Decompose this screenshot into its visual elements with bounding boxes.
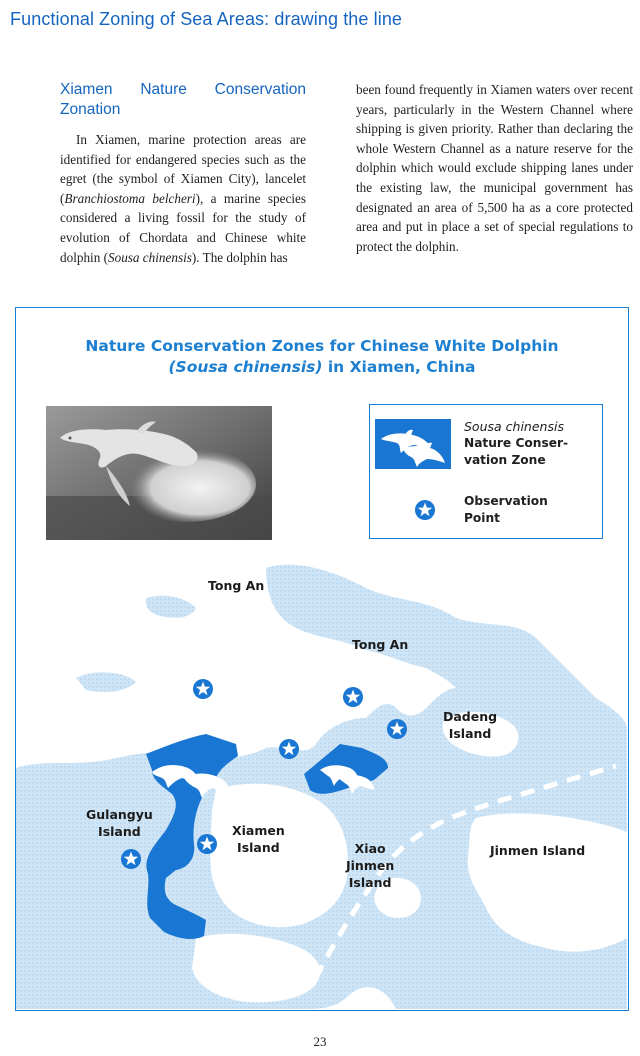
figure-title-line — [16, 357, 628, 378]
map-label-gulangyu — [86, 806, 153, 840]
legend-zone-label — [464, 418, 568, 469]
article-right-column — [356, 80, 633, 256]
map-label-dadeng — [443, 708, 497, 742]
map-label-line: Gulangyu — [86, 807, 153, 822]
map-label-line: Island — [98, 824, 141, 839]
map-label-line: Xiao — [354, 841, 386, 856]
legend-obs-line: Observation — [464, 494, 548, 508]
map-label-jinmen: Jinmen Island — [490, 843, 586, 858]
map-label-line: Jinmen — [346, 858, 395, 873]
legend-zone-line: vation Zone — [464, 453, 546, 467]
map-label-line: Xiamen — [232, 823, 285, 838]
map-label-tong-an: Tong An — [352, 637, 409, 652]
text-run: ), a marine species considered a living fossil for the study of evolution of Chordata and Chinese white dolphin ( — [60, 190, 306, 265]
star-circle-icon — [279, 739, 299, 759]
star-circle-icon — [387, 719, 407, 739]
species-name: Sousa chinensis — [108, 249, 192, 265]
map-label-xiao-jinmen — [346, 840, 394, 891]
figure-title — [16, 336, 628, 378]
article-heading: Xiamen Nature Conservation Zonation — [60, 81, 306, 118]
dolphin-icon — [375, 419, 451, 469]
legend-zone-species: Sousa chinensis — [464, 419, 564, 434]
map-label-line: Dadeng — [443, 709, 498, 724]
star-circle-icon — [121, 849, 141, 869]
map-legend — [369, 404, 603, 539]
legend-zone-line: Nature Conser- — [464, 436, 569, 450]
figure-title-species: (Sousa chinensis) — [168, 358, 323, 376]
conservation-map — [16, 558, 627, 1009]
star-circle-icon — [193, 679, 213, 699]
dolphin-photo — [46, 406, 272, 540]
article-paragraph — [60, 130, 306, 267]
text-run: In Xiamen, marine protection areas are identified for endangered species such as the egret (the symbol of Xiamen City), lancelet ( — [60, 132, 306, 206]
article-left-column — [60, 80, 306, 267]
star-circle-icon — [197, 834, 217, 854]
map-label-line: Island — [348, 875, 392, 890]
star-circle-icon — [343, 687, 363, 707]
figure-title-rest: in Xiamen, China — [322, 358, 476, 376]
map-label-line: Island — [448, 726, 492, 741]
map-label-xiamen — [232, 822, 285, 856]
figure-title-line: Nature Conservation Zones for Chinese White Dolphin — [85, 337, 559, 355]
species-name: Branchiostoma belcheri — [64, 190, 196, 206]
map-label-tong-an: Tong An — [208, 578, 265, 593]
figure-box — [15, 307, 629, 1011]
star-circle-icon — [414, 499, 436, 521]
article-paragraph: been found frequently in Xiamen waters over recent years, particularly in the Western Channel where shipping is given priority. Rather than declaring the whole Western Channel as a nature reserve for the dolphin which would exclude shipping lanes under the existing law, the municipal government has designated an area of 5,500 ha as a core protected area and put in place a set of special regulations to protect the dolphin. — [356, 82, 633, 254]
text-run: ). The dolphin has — [191, 249, 288, 265]
map-label-line: Island — [237, 840, 280, 855]
page-number: 23 — [313, 1034, 327, 1049]
legend-obs-line: Point — [464, 511, 500, 525]
running-header: Functional Zoning of Sea Areas: drawing the line — [10, 9, 403, 29]
legend-observation-label — [464, 493, 548, 527]
